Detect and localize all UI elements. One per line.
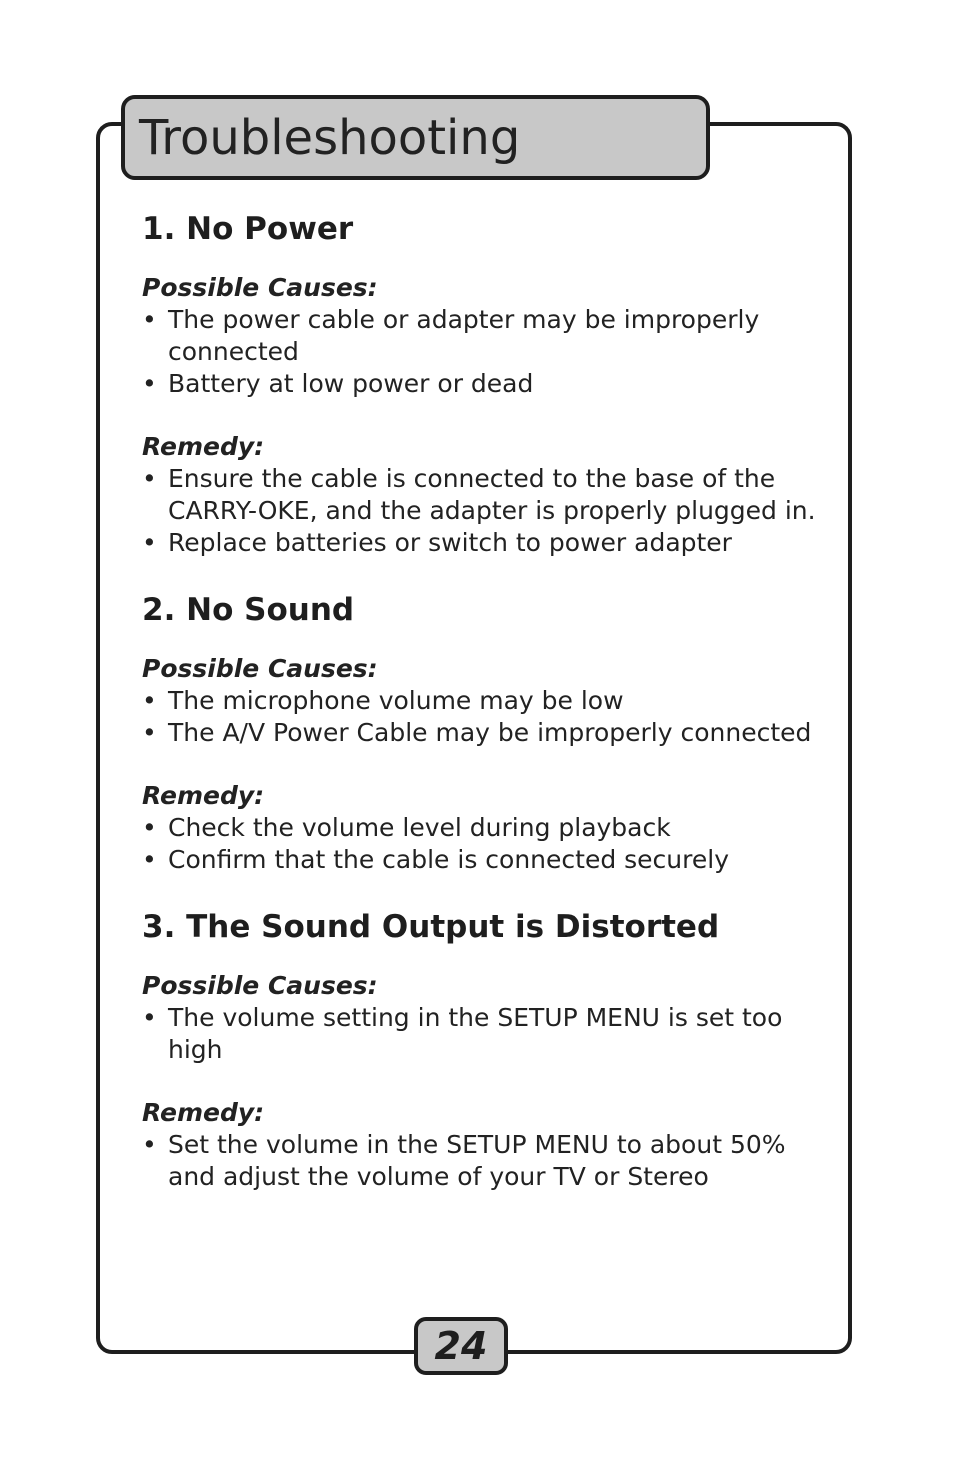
section-heading: 3. The Sound Output is Distorted xyxy=(142,909,720,945)
section-heading: 1. No Power xyxy=(142,211,354,247)
list-item: • Confirm that the cable is connected securely xyxy=(142,844,832,876)
list-item: • Check the volume level during playback xyxy=(142,812,832,844)
list-item: • Set the volume in the SETUP MENU to about 50% and adjust the volume of your TV or Stereo xyxy=(142,1129,832,1193)
title-tab xyxy=(121,95,710,180)
causes-label: Possible Causes: xyxy=(142,971,378,1000)
remedy-label: Remedy: xyxy=(142,781,265,810)
causes-list xyxy=(142,685,832,749)
remedy-list xyxy=(142,1129,832,1193)
list-item: • The power cable or adapter may be improperly connected xyxy=(142,304,832,368)
list-item: • Replace batteries or switch to power adapter xyxy=(142,527,832,559)
list-item: • Battery at low power or dead xyxy=(142,368,832,400)
section-sound-distorted xyxy=(142,906,832,1193)
page-number: 24 xyxy=(434,1324,488,1368)
causes-label: Possible Causes: xyxy=(142,273,378,302)
page-number-badge xyxy=(414,1317,508,1375)
causes-label: Possible Causes: xyxy=(142,654,378,683)
list-item: • The microphone volume may be low xyxy=(142,685,832,717)
section-no-sound xyxy=(142,589,832,876)
remedy-list xyxy=(142,812,832,876)
section-no-power xyxy=(142,208,832,559)
remedy-label: Remedy: xyxy=(142,432,265,461)
causes-list xyxy=(142,304,832,400)
list-item: • Ensure the cable is connected to the base of the CARRY-OKE, and the adapter is properly plugged in. xyxy=(142,463,832,527)
list-item: • The volume setting in the SETUP MENU is set too high xyxy=(142,1002,832,1066)
causes-list xyxy=(142,1002,832,1066)
troubleshooting-content xyxy=(142,208,832,1193)
page-title: Troubleshooting xyxy=(139,110,521,166)
remedy-label: Remedy: xyxy=(142,1098,265,1127)
remedy-list xyxy=(142,463,832,559)
list-item: • The A/V Power Cable may be improperly connected xyxy=(142,717,832,749)
section-heading: 2. No Sound xyxy=(142,592,355,628)
